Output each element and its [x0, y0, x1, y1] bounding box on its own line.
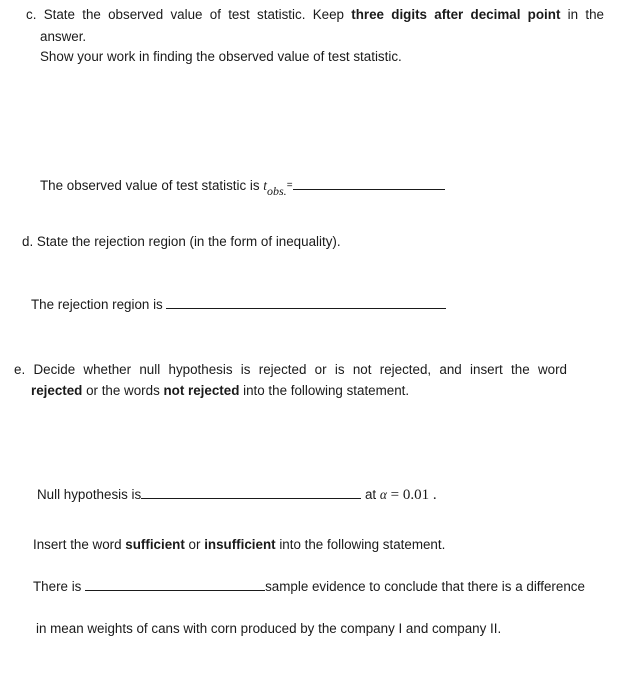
- rejection-region-answer: The rejection region is: [31, 296, 446, 314]
- insert-instruction: Insert the word sufficient or insufficient into the following statement.: [33, 537, 446, 552]
- part-d-heading: d. State the rejection region (in the form of inequality).: [22, 234, 341, 249]
- part-c-instruction-line2: answer.: [40, 29, 87, 44]
- rejection-region-blank[interactable]: [166, 296, 446, 309]
- part-c-instruction-line3: Show your work in finding the observed value of test statistic.: [40, 49, 402, 64]
- t-subscript: obs.: [267, 184, 287, 198]
- null-hypothesis-statement: Null hypothesis is at α = 0.01 .: [37, 487, 437, 503]
- alpha-symbol: α: [379, 487, 387, 502]
- part-e-instruction-line2: rejected or the words not rejected into the following statement.: [31, 383, 410, 398]
- test-statistic-blank[interactable]: [293, 177, 445, 190]
- test-statistic-answer: The observed value of test statistic is tobs.=: [40, 177, 445, 197]
- sufficiency-blank[interactable]: [85, 578, 265, 591]
- part-e-instruction-line1: e. Decide whether null hypothesis is rejected or is not rejected, and insert the word: [14, 362, 567, 377]
- sufficient-statement-continued: in mean weights of cans with corn produced by the company I and company II.: [36, 621, 502, 636]
- null-hypothesis-blank[interactable]: [141, 486, 361, 499]
- sufficient-statement: There is sample evidence to conclude that there is a difference: [33, 579, 585, 594]
- emphasis-three-digits: three digits after decimal point: [351, 7, 561, 22]
- t-symbol: t: [263, 178, 268, 193]
- part-c-instruction-line1: c. State the observed value of test statistic. Keep three digits after decimal point in the: [26, 7, 604, 22]
